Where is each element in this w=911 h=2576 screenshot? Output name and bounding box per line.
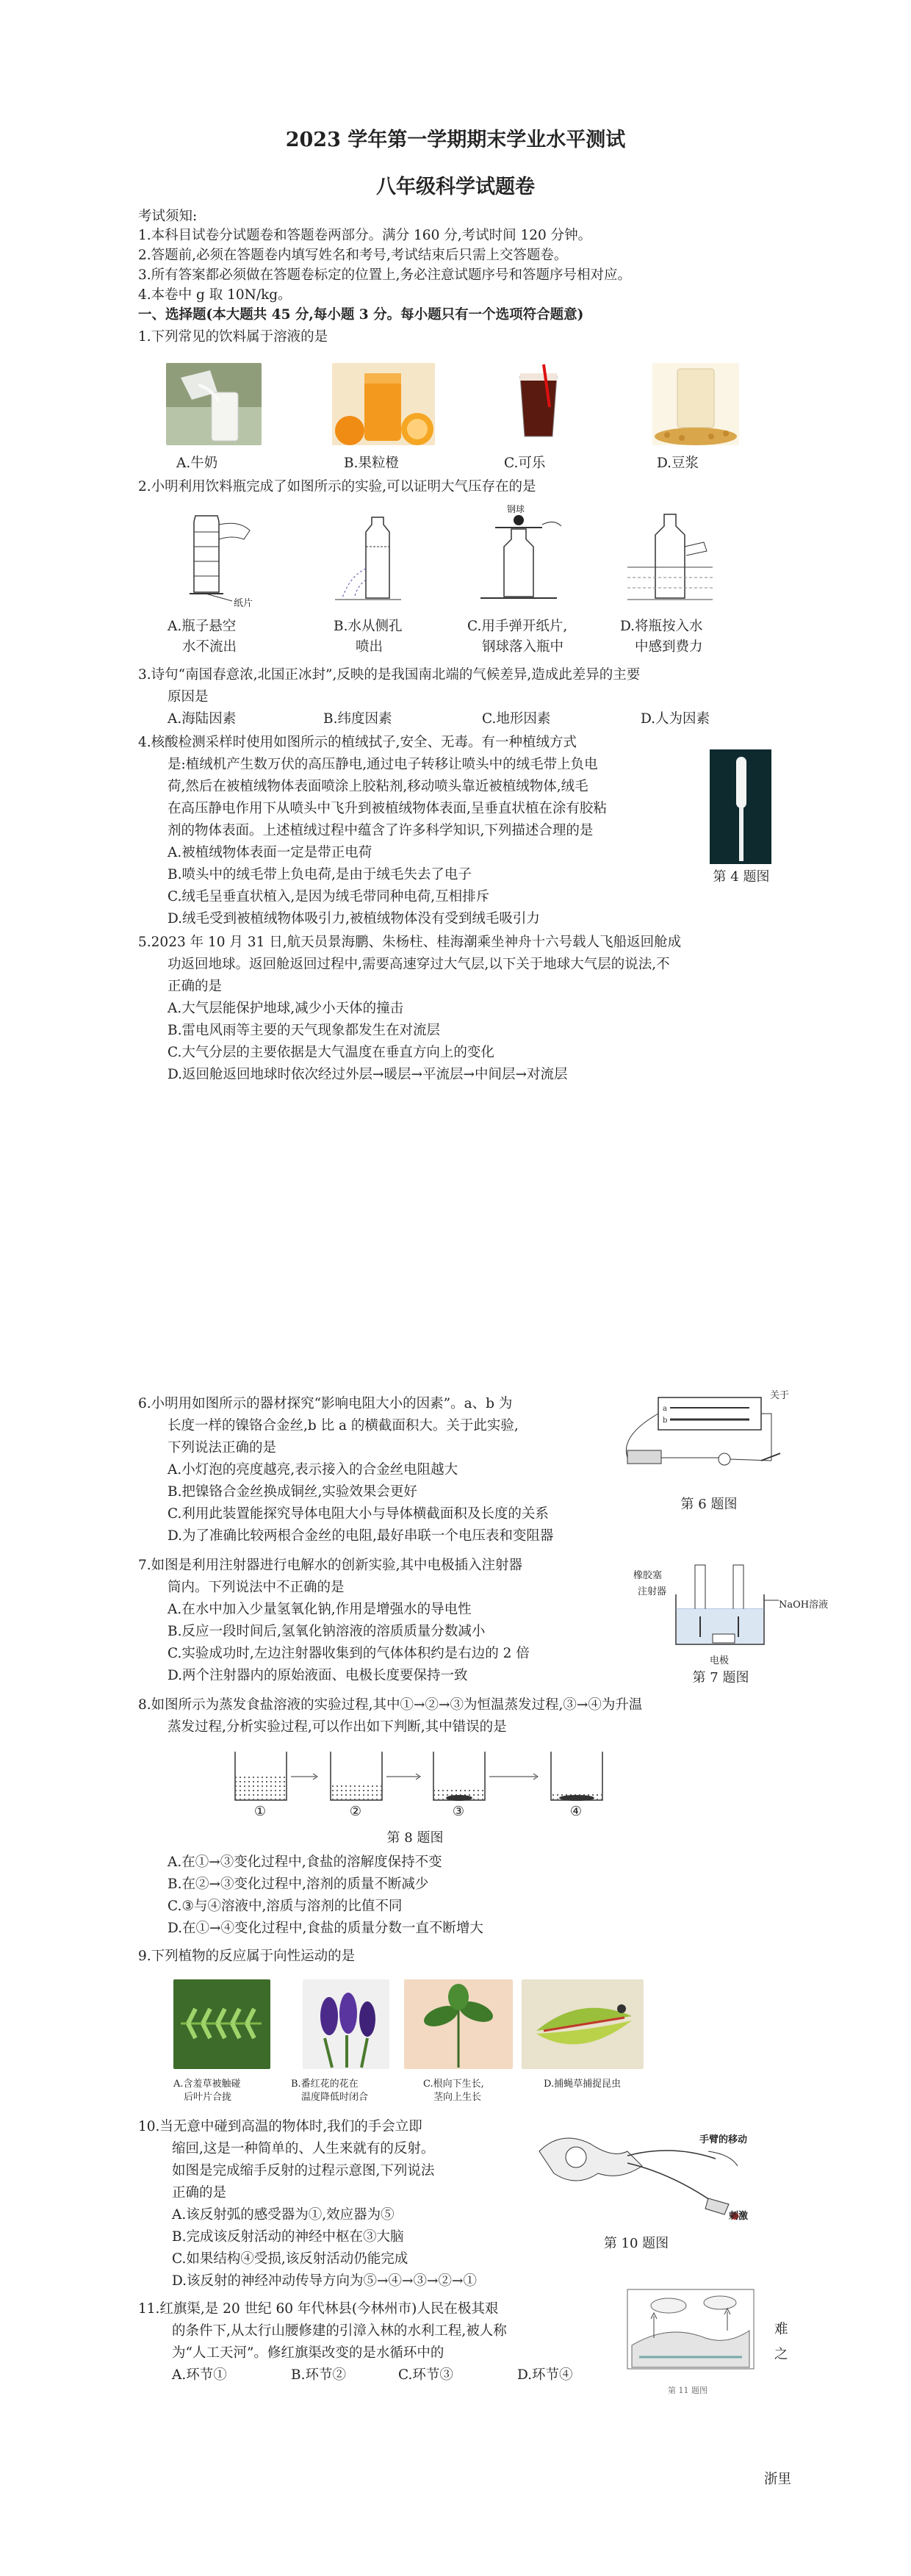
q4-figure-caption: 第 4 题图	[713, 869, 770, 885]
q11-water-cycle-figure	[624, 2287, 757, 2379]
milk-photo	[166, 363, 262, 445]
q3-option-a[interactable]: A.海陆因素	[168, 711, 237, 727]
q10-stem: 10.当无意中碰到高温的物体时,我们的手会立即	[138, 2119, 422, 2134]
beaker-3	[433, 1752, 485, 1801]
q1-option-c[interactable]: C.可乐	[504, 456, 546, 471]
q11-stem: 11.红旗渠,是 20 世纪 60 年代林县(今林州市)人民在极其艰	[138, 2301, 499, 2317]
notice-item: 1.本科目试卷分试题卷和答题卷两部分。满分 160 分,考试时间 120 分钟。	[138, 228, 592, 243]
q6-option-a[interactable]: A.小灯泡的亮度越亮,表示接入的合金丝电阻越大	[168, 1462, 458, 1478]
q10-figure-caption: 第 10 题图	[603, 2236, 669, 2251]
q2-option-a-line2[interactable]: 水不流出	[182, 639, 237, 655]
q11-stem: 的条件下,从太行山腰修建的引漳入林的水利工程,被人称	[172, 2323, 507, 2339]
exam-subtitle: 八年级科学试题卷	[376, 176, 535, 198]
q4-option-c[interactable]: C.绒毛呈垂直状植入,是因为绒毛带同种电荷,互相排斥	[168, 889, 490, 904]
notice-item: 2.答题前,必须在答题卷内填写姓名和考号,考试结束后只需上交答题卷。	[138, 248, 568, 263]
q5-option-b[interactable]: B.雷电风雨等主要的天气现象都发生在对流层	[168, 1023, 440, 1038]
arm-movement-label: 手臂的移动	[699, 2134, 748, 2145]
q11-option-a[interactable]: A.环节①	[172, 2367, 227, 2383]
q6-stem: 长度一样的镍铬合金丝,b 比 a 的横截面积大。关于此实验,	[168, 1418, 519, 1433]
q8-stem: 8.如图所示为蒸发食盐溶液的实验过程,其中①→②→③为恒温蒸发过程,③→④为升温	[138, 1697, 643, 1713]
q5-stem: 功返回地球。返回舱返回过程中,需要高速穿过大气层,以下关于地球大气层的说法,不	[168, 957, 670, 972]
q6-stem: 6.小明用如图所示的器材探究“影响电阻大小的因素”。a、b 为	[138, 1396, 513, 1411]
q7-electrolysis-figure	[661, 1558, 786, 1653]
beaker-label: ③	[452, 1804, 465, 1819]
cola-photo	[498, 363, 579, 445]
q11-option-c[interactable]: C.环节③	[398, 2367, 453, 2383]
q3-option-d[interactable]: D.人为因素	[641, 711, 710, 727]
beaker-label: ④	[569, 1804, 583, 1819]
q2-stem: 2.小明利用饮料瓶完成了如图所示的实验,可以证明大气压存在的是	[138, 479, 536, 494]
q2-option-b-line1[interactable]: B.水从侧孔	[334, 619, 403, 634]
q7-figure-caption: 第 7 题图	[692, 1670, 749, 1685]
q7-stem: 筒内。下列说法中不正确的是	[168, 1580, 345, 1595]
q10-option-a[interactable]: A.该反射弧的感受器为①,效应器为⑤	[172, 2207, 395, 2223]
q9-option-c-line1[interactable]: C.根向下生长,	[423, 2079, 484, 2090]
q2-option-c-line1[interactable]: C.用手弹开纸片,	[467, 619, 568, 634]
electrode-label: 电极	[710, 1655, 730, 1666]
notice-item: 3.所有答案都必须做在答题卷标定的位置上,务必注意试题序号和答题序号相对应。	[138, 267, 632, 283]
q6-option-b[interactable]: B.把镍铬合金丝换成铜丝,实验效果会更好	[168, 1484, 417, 1500]
q2-figure-c	[466, 510, 569, 607]
q6-figure-caption: 第 6 题图	[680, 1497, 738, 1512]
q11-side-char: 之	[774, 2347, 788, 2362]
q4-option-d[interactable]: D.绒毛受到被植绒物体吸引力,被植绒物体没有受到绒毛吸引力	[168, 911, 540, 927]
q8-option-a[interactable]: A.在①→③变化过程中,食盐的溶解度保持不变	[168, 1854, 442, 1870]
q6-option-c[interactable]: C.利用此装置能探究导体电阻大小与导体横截面积及长度的关系	[168, 1506, 549, 1522]
q4-stem: 荷,然后在被植绒物体表面喷涂上胶粘剂,移动喷头靠近被植绒物体,绒毛	[168, 779, 588, 794]
q9-option-b-line2[interactable]: 温度降低时闭合	[301, 2092, 369, 2103]
q10-option-c[interactable]: C.如果结构④受损,该反射活动仍能完成	[172, 2251, 408, 2267]
ball-label: 钢球	[507, 504, 525, 514]
q7-option-a[interactable]: A.在水中加入少量氢氧化钠,作用是增强水的导电性	[168, 1602, 472, 1617]
notice-heading: 考试须知:	[138, 209, 198, 224]
q5-stem: 正确的是	[168, 979, 223, 994]
q4-option-a[interactable]: A.被植绒物体表面一定是带正电荷	[168, 845, 372, 860]
syringe-label: 注射器	[638, 1586, 667, 1597]
q3-option-b[interactable]: B.纬度因素	[323, 711, 392, 727]
beaker-1	[235, 1752, 287, 1800]
beaker-label: ②	[349, 1804, 362, 1819]
swab-photo	[710, 749, 771, 864]
q2-option-c-line2[interactable]: 钢球落入瓶中	[482, 639, 564, 655]
q2-figure-b	[320, 510, 408, 607]
q5-option-a[interactable]: A.大气层能保护地球,减少小天体的撞击	[168, 1001, 404, 1016]
switch-label: 关于	[770, 1390, 790, 1401]
flytrap-photo	[522, 1979, 644, 2069]
q2-figure-a	[173, 510, 262, 607]
q8-option-c[interactable]: C.③与④溶液中,溶质与溶剂的比值不同	[168, 1899, 403, 1914]
beaker-2	[331, 1752, 382, 1800]
exam-title: 2023 学年第一学期期末学业水平测试	[285, 129, 626, 151]
svg-text:b: b	[663, 1417, 668, 1425]
q9-option-a-line1[interactable]: A.含羞草被触碰	[173, 2079, 241, 2090]
q9-option-d[interactable]: D.捕蝇草捕捉昆虫	[544, 2079, 622, 2090]
q2-figure-d	[617, 510, 720, 607]
q1-option-b[interactable]: B.果粒橙	[344, 456, 399, 471]
q2-option-d-line2[interactable]: 中感到费力	[635, 639, 703, 655]
q9-option-c-line2[interactable]: 茎向上生长	[433, 2092, 482, 2103]
paper-label: 纸片	[234, 598, 253, 609]
q7-option-c[interactable]: C.实验成功时,左边注射器收集到的气体体积约是右边的 2 倍	[168, 1646, 530, 1661]
svg-text:a: a	[663, 1405, 667, 1413]
q7-option-d[interactable]: D.两个注射器内的原始液面、电极长度要保持一致	[168, 1668, 468, 1683]
stimulus-label: 刺激	[729, 2211, 749, 2222]
q10-stem: 缩回,这是一种简单的、人生来就有的反射。	[172, 2141, 435, 2156]
q3-stem: 3.诗句“南国春意浓,北国正冰封”,反映的是我国南北端的气候差异,造成此差异的主要	[138, 667, 641, 683]
q5-option-d[interactable]: D.返回舱返回地球时依次经过外层→暖层→平流层→中间层→对流层	[168, 1067, 568, 1082]
q1-option-d[interactable]: D.豆浆	[657, 456, 699, 471]
q6-circuit-figure	[614, 1392, 791, 1487]
q2-option-d-line1[interactable]: D.将瓶按入水	[620, 619, 703, 634]
q10-stem: 正确的是	[172, 2185, 227, 2201]
q6-option-d[interactable]: D.为了准确比较两根合金丝的电阻,最好串联一个电压表和变阻器	[168, 1528, 554, 1544]
q2-option-a-line1[interactable]: A.瓶子悬空	[168, 619, 237, 634]
q7-option-b[interactable]: B.反应一段时间后,氢氧化钠溶液的溶质质量分数减小	[168, 1624, 486, 1639]
naoh-label: NaOH溶液	[779, 1600, 829, 1611]
q6-stem: 下列说法正确的是	[168, 1440, 277, 1456]
q10-option-d[interactable]: D.该反射的神经冲动传导方向为⑤→④→③→②→①	[172, 2273, 478, 2289]
beaker-label: ①	[253, 1804, 267, 1819]
seedling-photo	[404, 1979, 513, 2069]
footer-text: 浙里	[764, 2472, 792, 2487]
beaker-4	[551, 1752, 602, 1801]
q4-stem: 4.核酸检测采样时使用如图所示的植绒拭子,安全、无毒。有一种植绒方式	[138, 735, 577, 750]
q10-stem: 如图是完成缩手反射的过程示意图,下列说法	[172, 2163, 435, 2179]
section-heading: 一、选择题(本大题共 45 分,每小题 3 分。每小题只有一个选项符合题意)	[138, 307, 584, 323]
q1-stem: 1.下列常见的饮料属于溶液的是	[138, 329, 328, 345]
q11-option-d[interactable]: D.环节④	[517, 2367, 573, 2383]
q8-option-b[interactable]: B.在②→③变化过程中,溶剂的质量不断减少	[168, 1877, 429, 1892]
q9-option-a-line2[interactable]: 后叶片合拢	[184, 2092, 232, 2103]
mimosa-photo	[173, 1979, 270, 2069]
q11-figure-caption: 第 11 题图	[668, 2386, 707, 2395]
q11-side-char: 难	[774, 2322, 788, 2337]
q10-option-b[interactable]: B.完成该反射活动的神经中枢在③大脑	[172, 2229, 404, 2245]
notice-item: 4.本卷中 g 取 10N/kg。	[138, 287, 292, 303]
q9-option-b-line1[interactable]: B.番红花的花在	[291, 2079, 359, 2090]
q8-option-d[interactable]: D.在①→④变化过程中,食盐的质量分数一直不断增大	[168, 1921, 483, 1936]
q4-stem: 在高压静电作用下从喷头中飞升到被植绒物体表面,呈垂直状植在涂有胶粘	[168, 801, 607, 816]
q3-stem-line2: 原因是	[168, 689, 209, 705]
rubber-stopper-label: 橡胶塞	[633, 1570, 663, 1581]
q1-option-a[interactable]: A.牛奶	[176, 456, 218, 471]
q2-option-b-line2[interactable]: 喷出	[356, 639, 384, 655]
orange-juice-photo	[332, 363, 435, 445]
q5-stem: 5.2023 年 10 月 31 日,航天员景海鹏、朱杨柱、桂海潮乘坐神舟十六号载人飞船返回舱成	[138, 935, 682, 950]
q8-stem: 蒸发过程,分析实验过程,可以作出如下判断,其中错误的是	[168, 1719, 507, 1735]
q11-stem: 为“人工天河”。修红旗渠改变的是水循环中的	[172, 2345, 444, 2361]
q8-figure-caption: 第 8 题图	[386, 1830, 444, 1846]
q4-stem: 剂的物体表面。上述植绒过程中蕴含了许多科学知识,下列描述合理的是	[168, 823, 594, 838]
q3-option-c[interactable]: C.地形因素	[482, 711, 551, 727]
soy-milk-photo	[652, 363, 739, 445]
q9-stem: 9.下列植物的反应属于向性运动的是	[138, 1949, 356, 1964]
crocus-photo	[303, 1979, 389, 2069]
q11-option-b[interactable]: B.环节②	[291, 2367, 346, 2383]
q4-stem: 是:植绒机产生数万伏的高压静电,通过电子转移让喷头中的绒毛带上负电	[168, 757, 598, 772]
q7-stem: 7.如图是利用注射器进行电解水的创新实验,其中电极插入注射器	[138, 1558, 523, 1573]
q5-option-c[interactable]: C.大气分层的主要依据是大气温度在垂直方向上的变化	[168, 1045, 494, 1060]
q4-option-b[interactable]: B.喷头中的绒毛带上负电荷,是由于绒毛失去了电子	[168, 867, 472, 882]
